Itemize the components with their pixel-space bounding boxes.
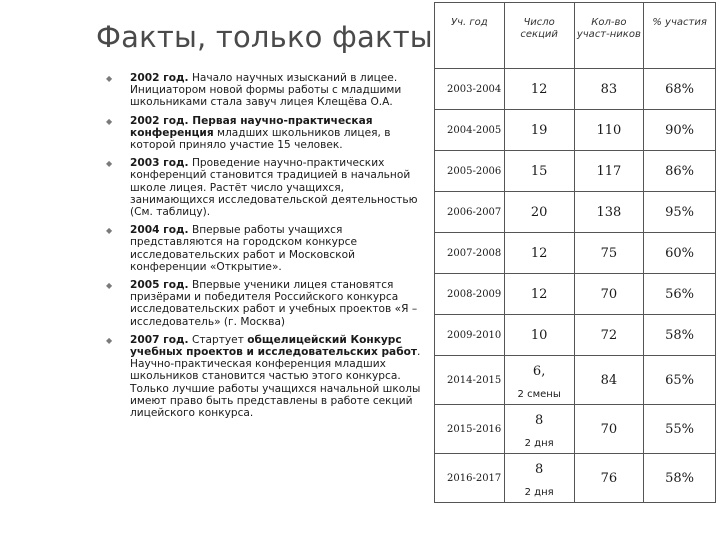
cell-percent: 95% — [644, 192, 716, 233]
fact-text: Впервые работы учащихся представляются на городском конкурсе исследовательских работ и Московской конференции «Открытие». — [130, 224, 357, 273]
table-row — [435, 69, 716, 110]
cell-percent: 58% — [644, 315, 716, 356]
fact-item — [106, 334, 424, 419]
fact-text: младших школьников лицея, в которой приняло участие 15 человек. — [130, 126, 391, 152]
sections-note: 2 дня — [524, 438, 554, 449]
cell-percent: 65% — [644, 356, 716, 405]
bullet-icon: ◆ — [106, 335, 113, 345]
cell-year: 2015-2016 — [435, 405, 505, 454]
fact-text: Впервые ученики лицея становятся призёрами и победителя Российского конкурса исследовательских работ и учебных проектов «Я – исследователь» (г. Москва) — [130, 279, 418, 328]
cell-percent: 86% — [644, 151, 716, 192]
bullet-icon: ◆ — [106, 281, 113, 291]
table-row — [435, 233, 716, 274]
cell-percent: 68% — [644, 69, 716, 110]
cell-year: 2014-2015 — [435, 356, 505, 405]
cell-participants: 70 — [574, 405, 644, 454]
fact-item — [106, 279, 424, 328]
bullet-icon: ◆ — [106, 74, 113, 83]
cell-sections: 19 — [504, 110, 574, 151]
fact-text: Стартует — [188, 333, 248, 346]
cell-year: 2005-2006 — [435, 151, 505, 192]
cell-participants: 110 — [574, 110, 644, 151]
cell-participants: 70 — [574, 274, 644, 315]
page-title: Факты, только факты — [96, 20, 433, 54]
table-row — [435, 356, 716, 405]
fact-item — [106, 224, 424, 273]
stats-table — [434, 2, 716, 503]
cell-sections: 20 — [504, 192, 574, 233]
sections-note: 2 дня — [524, 487, 554, 498]
cell-year: 2009-2010 — [435, 315, 505, 356]
cell-year: 2016-2017 — [435, 454, 505, 503]
cell-percent: 56% — [644, 274, 716, 315]
sections-value: 6, — [532, 364, 546, 379]
header-year: Уч. год — [435, 3, 505, 69]
cell-year: 2003-2004 — [435, 69, 505, 110]
header-participants: Кол-во участ-ников — [574, 3, 644, 69]
fact-text: Начало научных изысканий в лицее. Инициатором новой формы работы с младшими школьниками стала завуч лицея Клещёва О.А. — [130, 72, 402, 109]
facts-list — [106, 72, 424, 425]
sections-value: 8 — [534, 413, 544, 428]
cell-sections — [504, 356, 574, 405]
cell-participants: 84 — [574, 356, 644, 405]
header-sections: Число секций — [504, 3, 574, 69]
fact-year: 2002 год. — [130, 72, 189, 84]
fact-year: 2003 год. — [130, 157, 189, 170]
fact-text: . Научно-практическая конференция младших школьников становится частью этого конкурса. Только лучшие работы учащихся начальной школы имеют право быть представлены в работе секций лицейского конкурса. — [130, 346, 421, 420]
cell-participants: 76 — [574, 454, 644, 503]
bullet-icon: ◆ — [106, 116, 113, 126]
cell-sections — [504, 454, 574, 503]
cell-participants: 72 — [574, 315, 644, 356]
cell-year: 2006-2007 — [435, 192, 505, 233]
table-row — [435, 151, 716, 192]
fact-item — [106, 157, 424, 218]
cell-percent: 55% — [644, 405, 716, 454]
cell-percent: 58% — [644, 454, 716, 503]
fact-item — [106, 115, 424, 152]
sections-value: 8 — [534, 462, 544, 477]
cell-participants: 138 — [574, 192, 644, 233]
fact-year: 2004 год. — [130, 224, 189, 237]
header-percent: % участия — [644, 3, 716, 69]
sections-note: 2 смены — [517, 389, 561, 400]
cell-year: 2008-2009 — [435, 274, 505, 315]
table-row — [435, 192, 716, 233]
bullet-icon: ◆ — [106, 159, 113, 169]
fact-year: 2002 год. Первая научно-практическая конференция — [130, 114, 373, 139]
cell-sections: 15 — [504, 151, 574, 192]
cell-sections: 12 — [504, 274, 574, 315]
cell-sections: 12 — [504, 69, 574, 110]
cell-year: 2004-2005 — [435, 110, 505, 151]
cell-sections: 12 — [504, 233, 574, 274]
cell-sections — [504, 405, 574, 454]
fact-text: Проведение научно-практических конференций становится традицией в начальной школе лицея. Растёт число учащихся, занимающихся исследовательской деятельностью (См. таблицу). — [130, 157, 418, 219]
table-row — [435, 454, 716, 503]
cell-participants: 83 — [574, 69, 644, 110]
table-header-row — [435, 3, 716, 69]
table-row — [435, 405, 716, 454]
table-row — [435, 274, 716, 315]
fact-year: 2007 год. — [130, 333, 189, 346]
cell-participants: 117 — [574, 151, 644, 192]
fact-item — [106, 72, 424, 109]
cell-percent: 90% — [644, 110, 716, 151]
fact-highlight: общелицейский Конкурс учебных проектов и исследовательских работ — [130, 333, 418, 359]
table-row — [435, 315, 716, 356]
table-row — [435, 110, 716, 151]
bullet-icon: ◆ — [106, 226, 113, 236]
cell-percent: 60% — [644, 233, 716, 274]
cell-year: 2007-2008 — [435, 233, 505, 274]
cell-sections: 10 — [504, 315, 574, 356]
fact-year: 2005 год. — [130, 279, 189, 292]
cell-participants: 75 — [574, 233, 644, 274]
